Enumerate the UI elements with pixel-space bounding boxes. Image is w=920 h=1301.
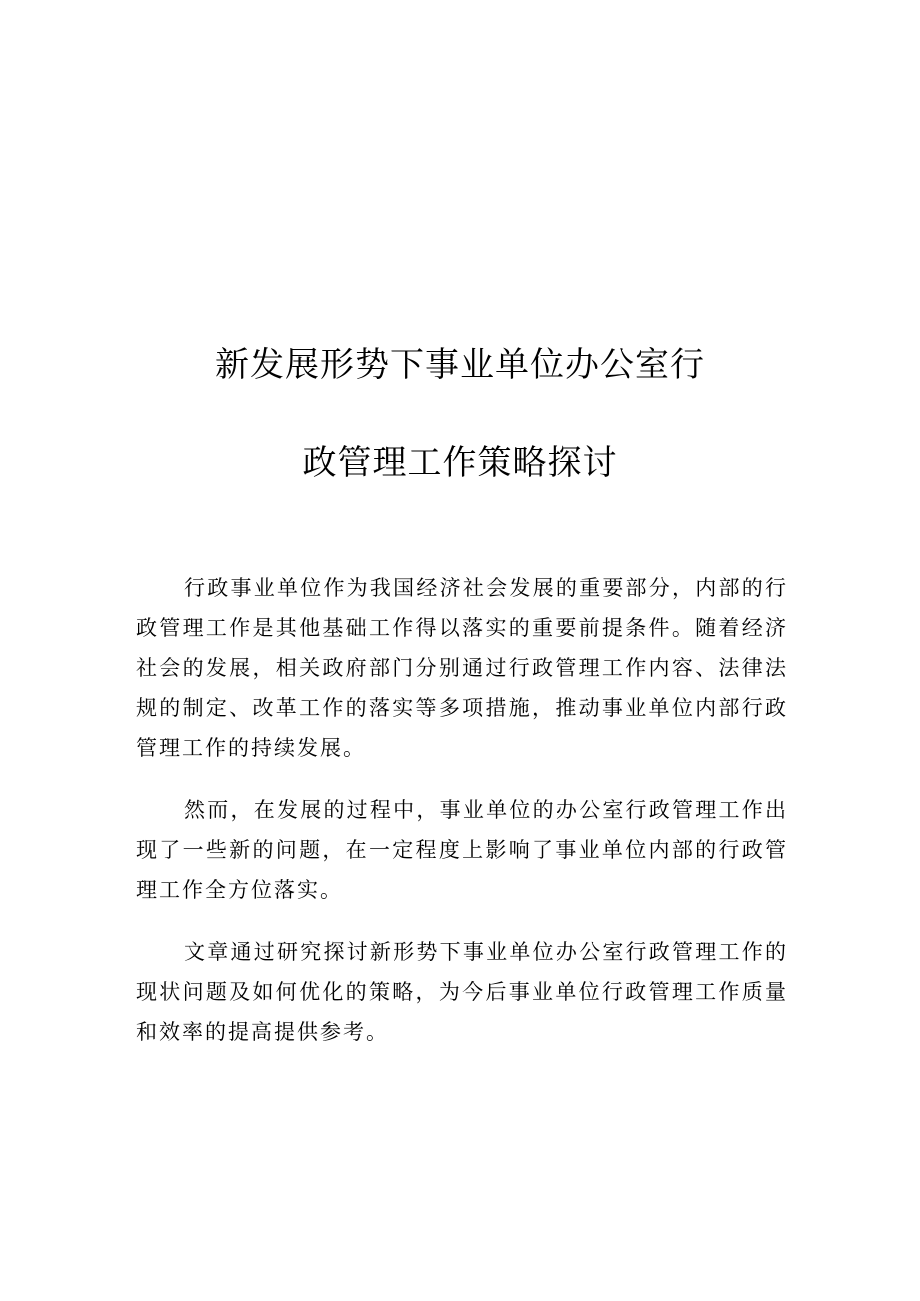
document-body: [136, 568, 788, 1074]
document-title-line-1: 新发展形势下事业单位办公室行: [215, 344, 705, 385]
body-paragraph-1: 行政事业单位作为我国经济社会发展的重要部分，内部的行政管理工作是其他基础工作得以落实的重要前提条件。随着经济社会的发展，相关政府部门分别通过行政管理工作内容、法律法规的制定、改革工作的落实等多项措施，推动事业单位内部行政管理工作的持续发展。: [136, 576, 788, 760]
body-paragraph-3: 文章通过研究探讨新形势下事业单位办公室行政管理工作的现状问题及如何优化的策略，为今后事业单位行政管理工作质量和效率的提高提供参考。: [136, 940, 788, 1044]
document-title-line-2: 政管理工作策略探讨: [302, 442, 618, 483]
body-paragraph-2: 然而，在发展的过程中，事业单位的办公室行政管理工作出现了一些新的问题，在一定程度上影响了事业单位内部的行政管理工作全方位落实。: [136, 798, 788, 902]
